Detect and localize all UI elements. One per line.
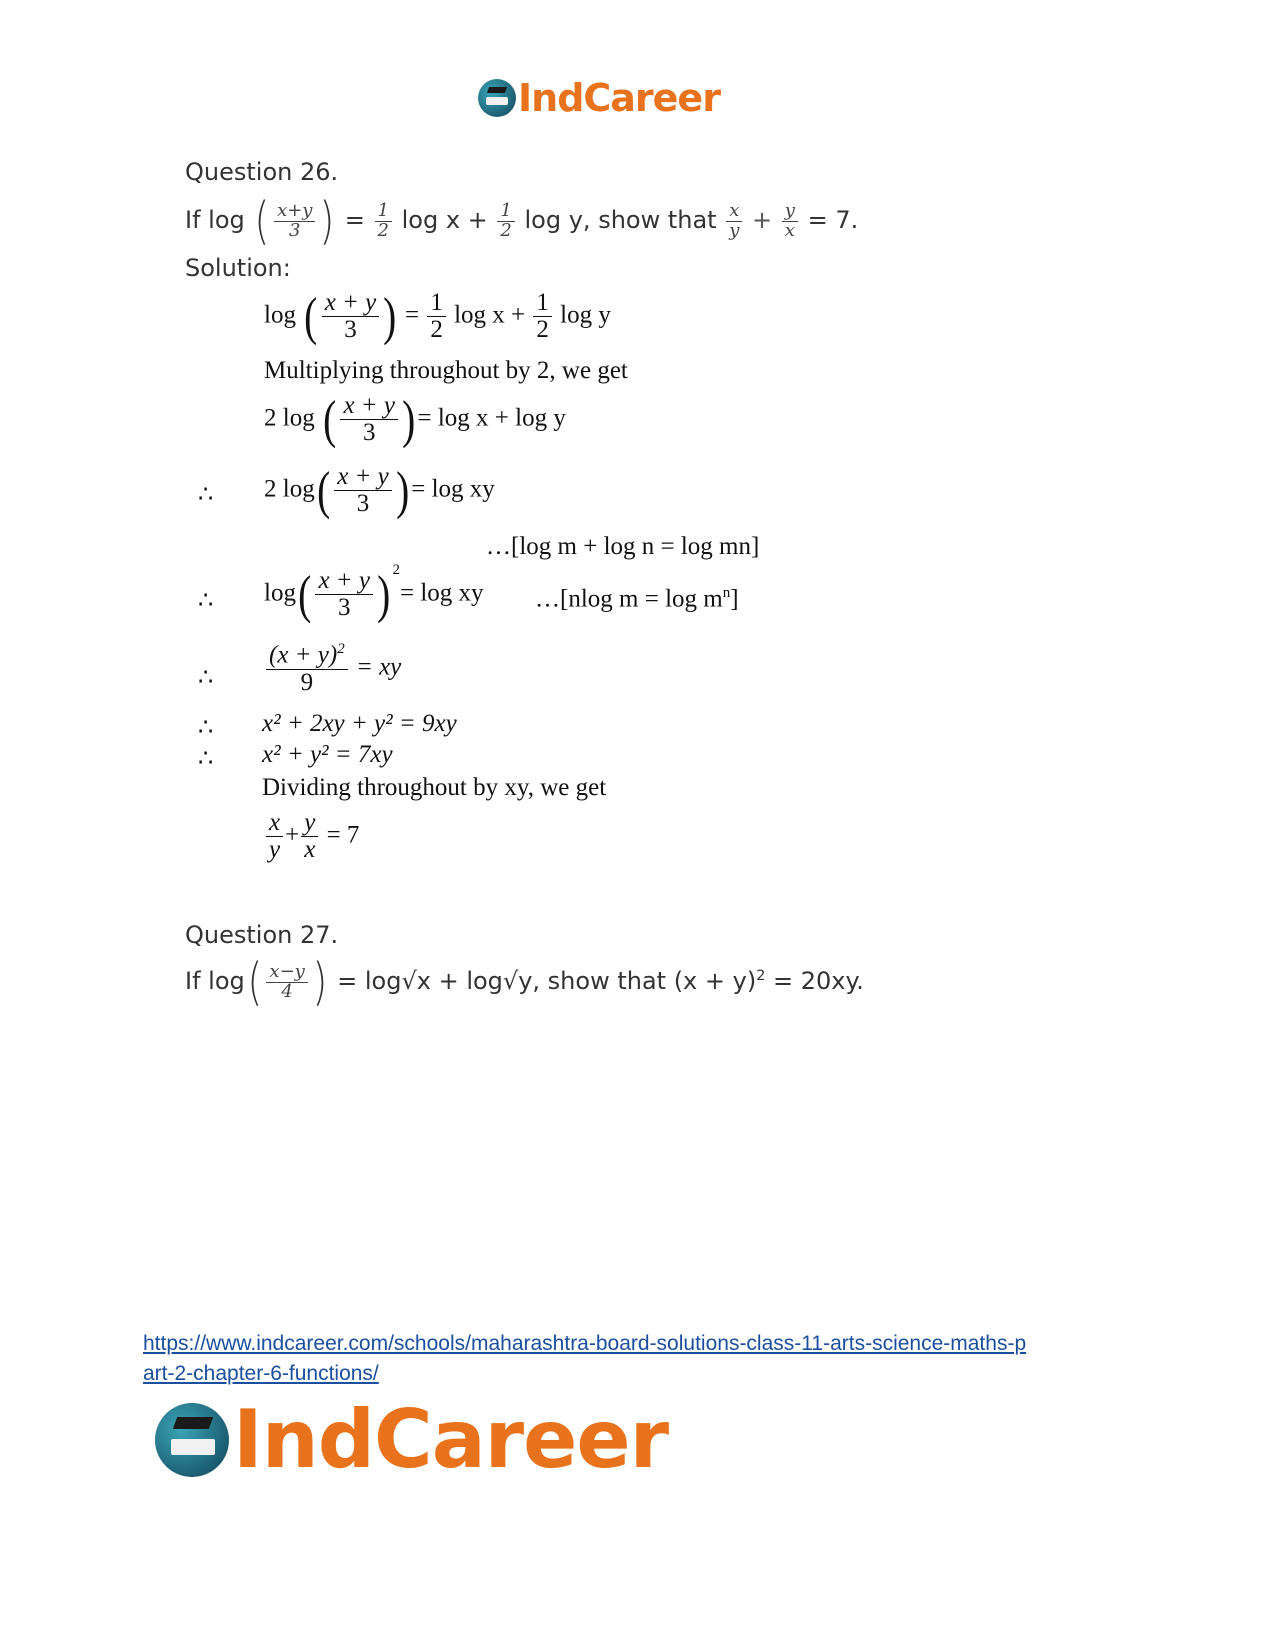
footer-brand-text: IndCareer xyxy=(233,1393,669,1486)
question-26-statement: If log ( $\frac{x+y}{3}$ ) = $\frac{1}{2}$ log x + $\frac{1}{2}$ log y, show that $\frac{x}{y}$ + $\frac{y}{x}$ = 7. xyxy=(185,191,859,250)
graduation-book-icon xyxy=(155,1403,229,1477)
therefore-symbol: ∴ xyxy=(198,715,214,741)
solution-line-2: Multiplying throughout by 2, we get xyxy=(264,357,628,384)
solution-rule-log-power: …[nlog $m = \log m^n$] xyxy=(535,585,739,613)
source-url-link[interactable]: https://www.indcareer.com/schools/maharashtra-board-solutions-class-11-arts-science-maths-p art-2-chapter-6-functions/ xyxy=(143,1332,1027,1385)
therefore-symbol: ∴ xyxy=(198,482,214,508)
therefore-symbol: ∴ xyxy=(198,746,214,772)
solution-line-9: x² + y² = 7xy xyxy=(262,741,393,768)
header-brand-text: IndCareer xyxy=(518,76,720,120)
solution-line-3: 2 log ( $\frac{x + y}{3}$ )= log x + log y xyxy=(264,390,566,449)
solution-line-4: 2 log( $\frac{x + y}{3}$ )= log xy xyxy=(264,461,495,520)
solution-label: Solution: xyxy=(185,254,291,282)
question-27-title: Question 27. xyxy=(185,921,339,949)
solution-line-7: $\frac{(x + y)^2}{9}$ = xy xyxy=(264,642,401,696)
solution-line-11: $\frac{x}{y}$ + $\frac{y}{x}$ = 7 xyxy=(264,810,359,864)
solution-line-6: log( $\frac{x + y}{3}$ ) $^2$= log xy xyxy=(264,562,484,624)
question-27-statement: If log( $\frac{x-y}{4}$ ) = log√x + log√y, show that $(x + y)^2 = 20xy$. xyxy=(185,952,864,1011)
graduation-book-icon xyxy=(478,79,516,117)
stmt-if: If log xyxy=(185,206,245,235)
therefore-symbol: ∴ xyxy=(198,588,214,614)
footer-logo xyxy=(155,1393,669,1486)
solution-rule-log-sum: …[log m + log n = log mn] xyxy=(486,533,760,560)
solution-line-10: Dividing throughout by xy, we get xyxy=(262,774,607,801)
solution-line-1: log ( $\frac{x + y}{3}$ ) = $\frac{1}{2}$ log x + $\frac{1}{2}$ log y xyxy=(264,287,611,346)
therefore-symbol: ∴ xyxy=(198,665,214,691)
solution-line-8: x² + 2xy + y² = 9xy xyxy=(262,710,457,737)
question-26-title: Question 26. xyxy=(185,158,339,186)
header-logo xyxy=(478,76,720,120)
